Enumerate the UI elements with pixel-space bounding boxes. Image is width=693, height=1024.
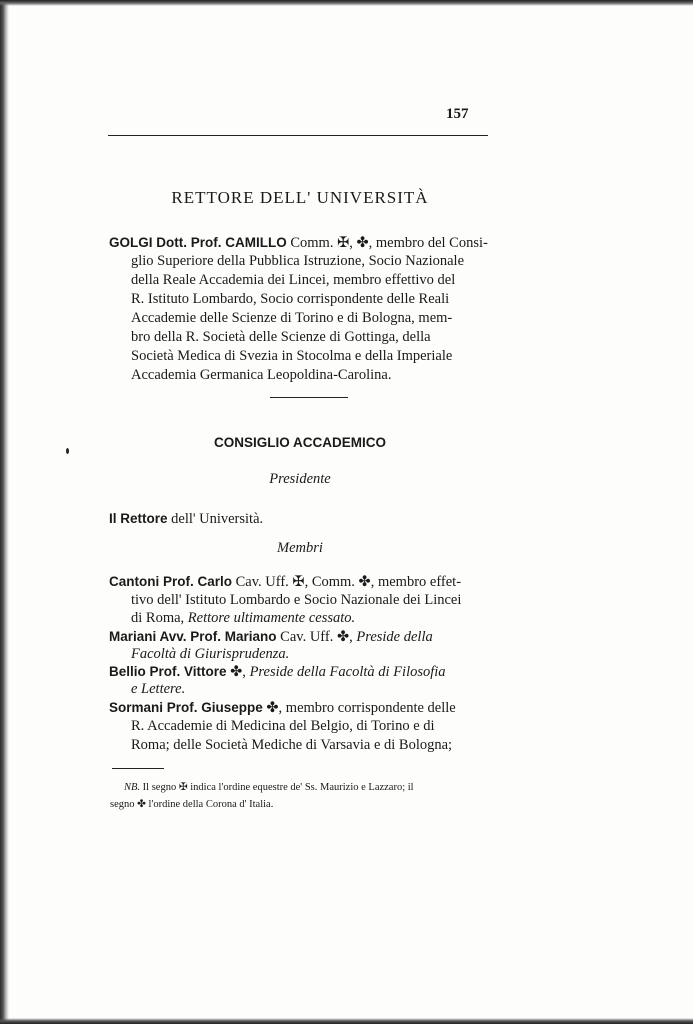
member-2-line-1 xyxy=(109,627,433,647)
member-4-line-1 xyxy=(109,698,456,718)
member-3-text-1b: Preside della Facoltà di Filosofia xyxy=(249,664,446,680)
member-3-name: Bellio Prof. Vittore xyxy=(109,664,227,679)
rettore-line-8: Accademia Germanica Leopoldina-Carolina. xyxy=(131,367,392,383)
page-number: 157 xyxy=(446,106,469,122)
presidente-line xyxy=(109,509,263,529)
member-3-text-1a: ✤, xyxy=(226,664,250,680)
section-divider xyxy=(270,397,348,398)
footnote-text-1: Il segno ✠ indica l'ordine equestre de' Ss. Maurizio e Lazzaro; il xyxy=(140,782,414,793)
member-2-line-2: Facoltà di Giurisprudenza. xyxy=(131,646,290,662)
member-2-text-1a: Cav. Uff. ✤, xyxy=(276,629,357,645)
footnote-line-2: segno ✤ l'ordine della Corona d' Italia. xyxy=(110,799,274,810)
member-4-line-2: R. Accademie di Medicina del Belgio, di Torino e di xyxy=(131,718,435,734)
rettore-name: GOLGI Dott. Prof. CAMILLO xyxy=(109,235,287,250)
member-1-line-3 xyxy=(131,609,355,628)
member-1-text-3a: di Roma, xyxy=(131,610,188,626)
member-4-text-1: ✤, membro corrispondente delle xyxy=(262,700,456,716)
member-3-line-1 xyxy=(109,662,446,682)
member-4-line-3: Roma; delle Società Mediche di Varsavia e di Bologna; xyxy=(131,737,453,753)
rettore-line-5: Accademie delle Scienze di Torino e di Bologna, mem- xyxy=(131,310,453,326)
presidente-text: dell' Università. xyxy=(167,511,264,527)
rettore-line-7: Società Medica di Svezia in Stocolma e della Imperiale xyxy=(131,348,453,364)
scan-edge-top xyxy=(0,0,693,6)
header-rule xyxy=(108,135,488,136)
membri-label: Membri xyxy=(277,540,323,556)
scan-edge-bottom xyxy=(0,1018,693,1024)
member-1-line-2: tivo dell' Istituto Lombardo e Socio Nazionale dei Lincei xyxy=(131,592,462,608)
footnote-rule xyxy=(112,768,164,769)
member-3-line-2: e Lettere. xyxy=(131,681,186,697)
member-1-line-1 xyxy=(109,572,461,592)
member-2-name: Mariani Avv. Prof. Mariano xyxy=(109,629,277,644)
rettore-line-1 xyxy=(109,233,488,253)
member-1-name: Cantoni Prof. Carlo xyxy=(109,574,233,589)
footnote-line-1 xyxy=(124,779,414,796)
presidente-name: Il Rettore xyxy=(109,511,168,526)
footnote-nb: NB. xyxy=(124,782,141,793)
rettore-line-2: glio Superiore della Pubblica Istruzione, Socio Nazionale xyxy=(131,253,465,269)
rettore-line-6: bro della R. Società delle Scienze di Gottinga, della xyxy=(131,329,431,345)
consiglio-title: CONSIGLIO ACCADEMICO xyxy=(214,435,386,450)
scan-edge-left xyxy=(0,0,9,1024)
rettore-line-4: R. Istituto Lombardo, Socio corrispondente delle Reali xyxy=(131,291,450,307)
presidente-label: Presidente xyxy=(269,471,331,487)
section-heading xyxy=(0,188,600,208)
rettore-line-3: della Reale Accademia dei Lincei, membro effettivo del xyxy=(131,272,456,288)
member-1-text-1: Cav. Uff. ✠, Comm. ✤, membro effet- xyxy=(232,574,462,590)
member-1-text-3b: Rettore ultimamente cessato. xyxy=(187,610,356,626)
member-4-name: Sormani Prof. Giuseppe xyxy=(109,700,263,715)
member-2-text-1b: Preside della xyxy=(356,629,433,645)
heading-text: RETTORE DELL' UNIVERSITÀ xyxy=(171,188,429,207)
rettore-text-1: Comm. ✠, ✤, membro del Consi- xyxy=(286,235,488,251)
